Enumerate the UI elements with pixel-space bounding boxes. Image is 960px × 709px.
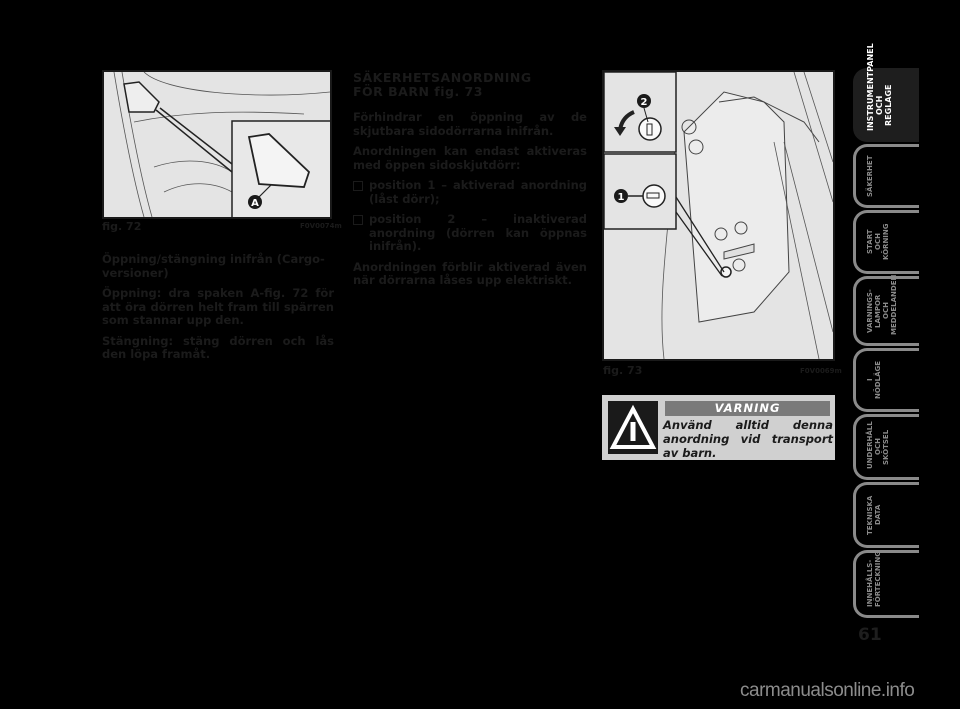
tab-instrumentpanel[interactable] <box>853 43 919 142</box>
paragraph-purpose: Förhindrar en öppning av de skjutbara sidodörrarna inifrån. <box>353 110 587 138</box>
bullet-square-icon <box>353 181 363 191</box>
tab-i-nodlage[interactable] <box>853 348 919 412</box>
warning-message: Använd alltid denna anordning vid transport av barn. <box>663 418 833 460</box>
heading-line-1: SÄKERHETSANORDNING <box>353 70 532 85</box>
tab-underhall[interactable] <box>853 414 919 480</box>
bullet-position-2 <box>353 213 587 254</box>
figure-73 <box>602 70 835 361</box>
door-handle-illustration <box>104 72 330 217</box>
tab-tekniska-data[interactable] <box>853 482 919 548</box>
label-2: 2 <box>640 97 648 108</box>
child-lock-illustration <box>604 72 833 359</box>
tab-label: START OCH KÖRNING <box>866 223 890 261</box>
paragraph-closing: Stängning: stäng dörren och lås den löpa framåt. <box>102 333 334 361</box>
warning-title: VARNING <box>665 401 830 416</box>
tab-label: UNDERHÅLL OCH SKÖTSEL <box>866 421 890 469</box>
tab-label: VARNINGS-LAMPOR OCH MEDDELANDEN <box>866 274 898 335</box>
watermark: carmanualsonline.info <box>740 680 915 701</box>
warning-box <box>602 395 835 460</box>
subheading-cargo: Öppning/stängning inifrån (Cargo-versioner) <box>102 252 325 280</box>
label-1: 1 <box>617 192 625 203</box>
paragraph-activation: Anordningen kan endast aktiveras med öppen sidoskjutdörr: <box>353 144 587 172</box>
tab-label: INSTRUMENTPANEL OCH REGLAGE <box>866 43 893 131</box>
bullet-position-1 <box>353 179 587 206</box>
tab-sakerhet[interactable] <box>853 144 919 208</box>
tab-varningslampor[interactable] <box>853 276 919 346</box>
tab-label: SÄKERHET <box>866 155 874 197</box>
tab-start-korning[interactable] <box>853 210 919 274</box>
paragraph-opening: Öppning: dra spaken A-fig. 72 för att öra dörren helt fram till spärren som stannar upp den. <box>102 286 334 327</box>
figure-72-caption: fig. 72 <box>102 220 142 233</box>
tab-label: TEKNISKA DATA <box>866 495 882 535</box>
tab-innehall[interactable] <box>853 550 919 618</box>
section-heading <box>353 71 588 99</box>
warning-triangle-icon <box>608 401 658 454</box>
label-a: A <box>251 198 259 209</box>
tab-label: I NÖDLÄGE <box>866 360 882 400</box>
bullet-text: position 1 – aktiverad anordning (låst dörr); <box>369 178 587 206</box>
middle-text-column <box>353 111 587 295</box>
page-number: 61 <box>858 625 882 645</box>
bullet-text: position 2 – inaktiverad anordning (dörren kan öppnas inifrån). <box>369 212 587 253</box>
figure-73-caption: fig. 73 <box>603 364 643 377</box>
bullet-square-icon <box>353 215 363 225</box>
tab-label: INNEHÅLLS-FÖRTECKNING <box>866 551 882 607</box>
left-text-column <box>102 253 334 369</box>
paragraph-remains-active: Anordningen förblir aktiverad även när dörrarna låses upp elektriskt. <box>353 259 587 287</box>
figure-72-code: F0V0074m <box>300 222 342 230</box>
heading-line-2: FÖR BARN fig. 73 <box>353 84 483 99</box>
figure-73-code: F0V0069m <box>800 367 842 375</box>
figure-72 <box>102 70 332 219</box>
